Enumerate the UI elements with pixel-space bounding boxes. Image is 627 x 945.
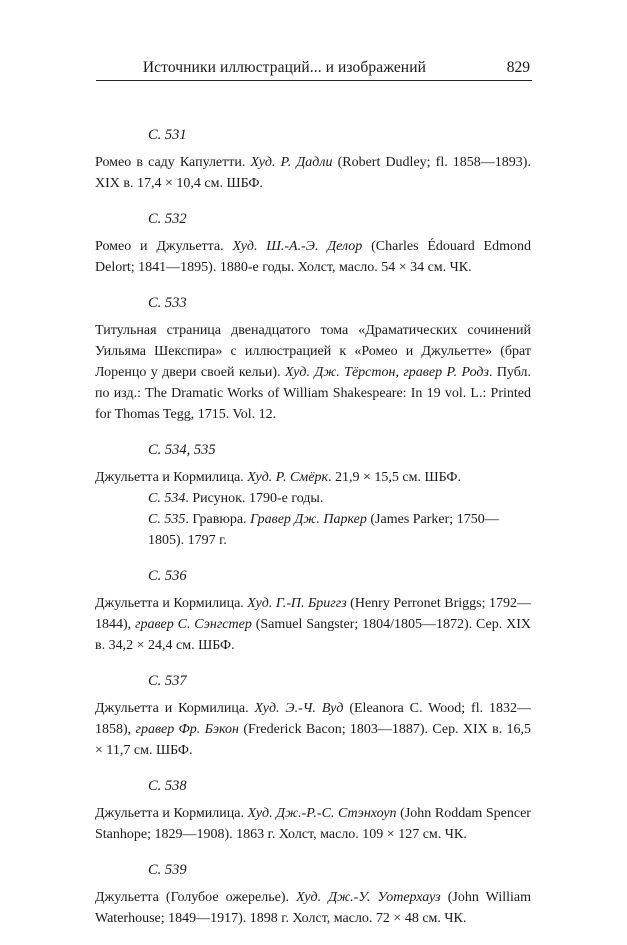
entry-533 — [95, 294, 531, 425]
entry-532 — [95, 210, 531, 278]
entry-heading: С. 537 — [148, 673, 187, 689]
entry-subline: С. 534. Рисунок. 1790-е годы. — [148, 491, 324, 506]
entry-text: Джульетта (Голубое ожерелье). Худ. Дж.-У. Уотерхауз (John William Waterhouse; 1849—1917). 1898 г. Холст, масло. 72 × 48 см. ЧК. — [95, 890, 531, 926]
entry-531 — [95, 126, 531, 194]
entry-heading: С. 531 — [148, 127, 187, 143]
entry-534-535 — [95, 441, 531, 551]
entry-538 — [95, 777, 531, 845]
entry-subline: С. 535. Гравюра. Гравер Дж. Паркер (James Parker; 1750—1805). 1797 г. — [148, 512, 499, 548]
running-header — [96, 56, 532, 81]
entry-text: Джульетта и Кормилица. Худ. Г.-П. Бриггз (Henry Perronet Briggs; 1792—1844), гравер С. Сэнгстер (Samuel Sangster; 1804/1805—1872). Сер. XIX в. 34,2 × 24,4 см. ШБФ. — [95, 596, 531, 653]
entry-text: Джульетта и Кормилица. Худ. Р. Смёрк. 21,9 × 15,5 см. ШБФ. — [95, 470, 461, 485]
entry-text: Титульная страница двенадцатого тома «Драматических сочинений Уильяма Шекспира» с иллюстрацией к «Ромео и Джульетте» (брат Лоренцо у двери своей кельи). Худ. Дж. Тёрстон, гравер Р. Родз. Публ. по изд.: The Dramatic Works of William Shakespeare: In 19 vol. L.: Printed for Thomas Tegg, 1715. Vol. 12. — [95, 323, 532, 422]
page-content — [95, 126, 531, 945]
entry-heading: С. 532 — [148, 211, 187, 227]
entry-537 — [95, 672, 531, 761]
page-number: 829 — [506, 59, 530, 76]
entry-text: Ромео и Джульетта. Худ. Ш.-А.-Э. Делор (Charles Édouard Edmond Delort; 1841—1895). 1880-е годы. Холст, масло. 54 × 34 см. ЧК. — [95, 239, 532, 275]
entry-text: Джульетта и Кормилица. Худ. Э.-Ч. Вуд (Eleanora C. Wood; fl. 1832—1858), гравер Фр. Бэкон (Frederick Bacon; 1803—1887). Сер. XIX в. 16,5 × 11,7 см. ШБФ. — [95, 701, 532, 758]
entry-536 — [95, 567, 531, 656]
entry-text: Джульетта и Кормилица. Худ. Дж.-Р.-С. Стэнхоуп (John Roddam Spencer Stanhope; 1829—1908). 1863 г. Холст, масло. 109 × 127 см. ЧК. — [95, 806, 531, 842]
running-title: Источники иллюстраций... и изображений — [142, 59, 426, 76]
entry-heading: С. 539 — [148, 862, 187, 878]
entry-539 — [95, 861, 531, 929]
entry-heading: С. 534, 535 — [148, 442, 216, 458]
entry-heading: С. 533 — [148, 295, 187, 311]
entry-heading: С. 536 — [148, 568, 187, 584]
entry-heading: С. 538 — [148, 778, 187, 794]
entry-text: Ромео в саду Капулетти. Худ. Р. Дадли (Robert Dudley; fl. 1858—1893). XIX в. 17,4 × 10,4 см. ШБФ. — [95, 155, 531, 191]
